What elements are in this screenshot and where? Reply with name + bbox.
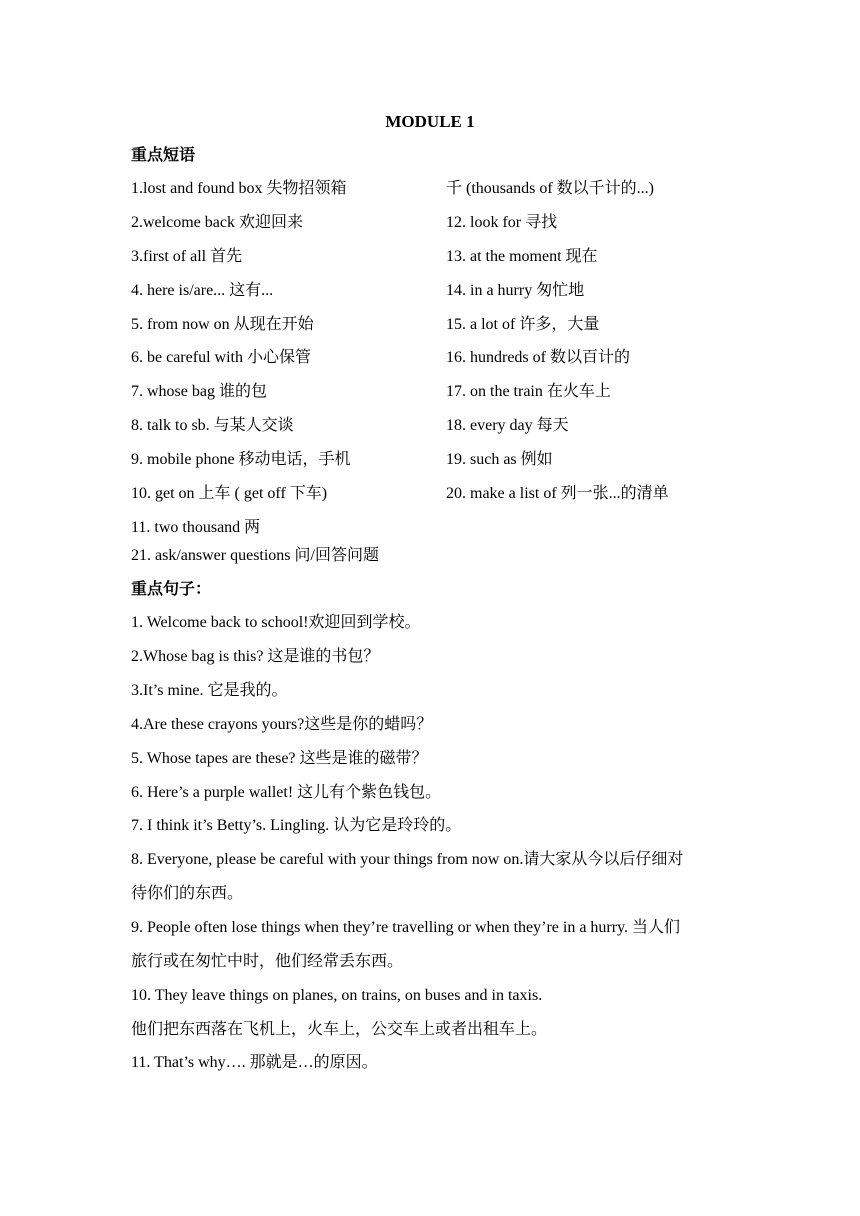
phrase-item: 16. hundreds of 数以百计的 <box>446 349 630 366</box>
phrase-item: 8. talk to sb. 与某人交谈 <box>131 417 294 434</box>
phrase-item: 19. such as 例如 <box>446 451 553 468</box>
phrase-item: 9. mobile phone 移动电话，手机 <box>131 451 351 468</box>
phrase-item: 2.welcome back 欢迎回来 <box>131 214 303 231</box>
phrase-item: 21. ask/answer questions 问/回答问题 <box>131 547 379 564</box>
sentence-line: 旅行或在匆忙中时，他们经常丢东西。 <box>131 953 404 970</box>
sentence-line: 3.It’s mine. 它是我的。 <box>131 682 288 699</box>
phrase-item: 20. make a list of 列一张...的清单 <box>446 485 669 502</box>
phrase-item: 4. here is/are... 这有... <box>131 282 274 299</box>
sentence-line: 7. I think it’s Betty’s. Lingling. 认为它是玲玲的。 <box>131 817 462 834</box>
sentence-line: 8. Everyone, please be careful with your things from now on.请大家从今以后仔细对 <box>131 851 684 868</box>
page-title: MODULE 1 <box>385 112 475 131</box>
sentences-heading: 重点句子： <box>131 581 212 598</box>
phrase-item: 17. on the train 在火车上 <box>446 383 611 400</box>
phrase-item: 3.first of all 首先 <box>131 248 243 265</box>
sentence-line: 他们把东西落在飞机上，火车上，公交车上或者出租车上。 <box>131 1021 548 1038</box>
sentence-line: 1. Welcome back to school!欢迎回到学校。 <box>131 614 421 631</box>
phrase-item: 15. a lot of 许多，大量 <box>446 316 600 333</box>
phrase-item: 18. every day 每天 <box>446 417 569 434</box>
sentence-line: 待你们的东西。 <box>131 885 244 902</box>
sentence-line: 10. They leave things on planes, on trains, on buses and in taxis. <box>131 987 543 1004</box>
phrase-item: 5. from now on 从现在开始 <box>131 316 314 333</box>
sentence-line: 4.Are these crayons yours?这些是你的蜡吗？ <box>131 716 433 733</box>
sentence-line: 5. Whose tapes are these? 这些是谁的磁带？ <box>131 750 428 767</box>
phrase-item: 12. look for 寻找 <box>446 214 558 231</box>
sentence-line: 11. That’s why…. 那就是…的原因。 <box>131 1054 378 1071</box>
phrase-item: 13. at the moment 现在 <box>446 248 598 265</box>
phrase-item: 1.lost and found box 失物招领箱 <box>131 180 347 197</box>
sentence-line: 2.Whose bag is this? 这是谁的书包？ <box>131 648 380 665</box>
phrase-item: 11. two thousand 两 <box>131 519 261 536</box>
phrase-item: 14. in a hurry 匆忙地 <box>446 282 585 299</box>
phrase-item: 7. whose bag 谁的包 <box>131 383 267 400</box>
phrase-item: 千 (thousands of 数以千计的...) <box>446 180 654 197</box>
sentence-line: 9. People often lose things when they’re travelling or when they’re in a hurry. 当人们 <box>131 919 681 936</box>
sentence-line: 6. Here’s a purple wallet! 这儿有个紫色钱包。 <box>131 784 442 801</box>
phrase-item: 6. be careful with 小心保管 <box>131 349 311 366</box>
phrase-item: 10. get on 上车 ( get off 下车) <box>131 485 328 502</box>
phrases-heading: 重点短语 <box>131 147 196 164</box>
